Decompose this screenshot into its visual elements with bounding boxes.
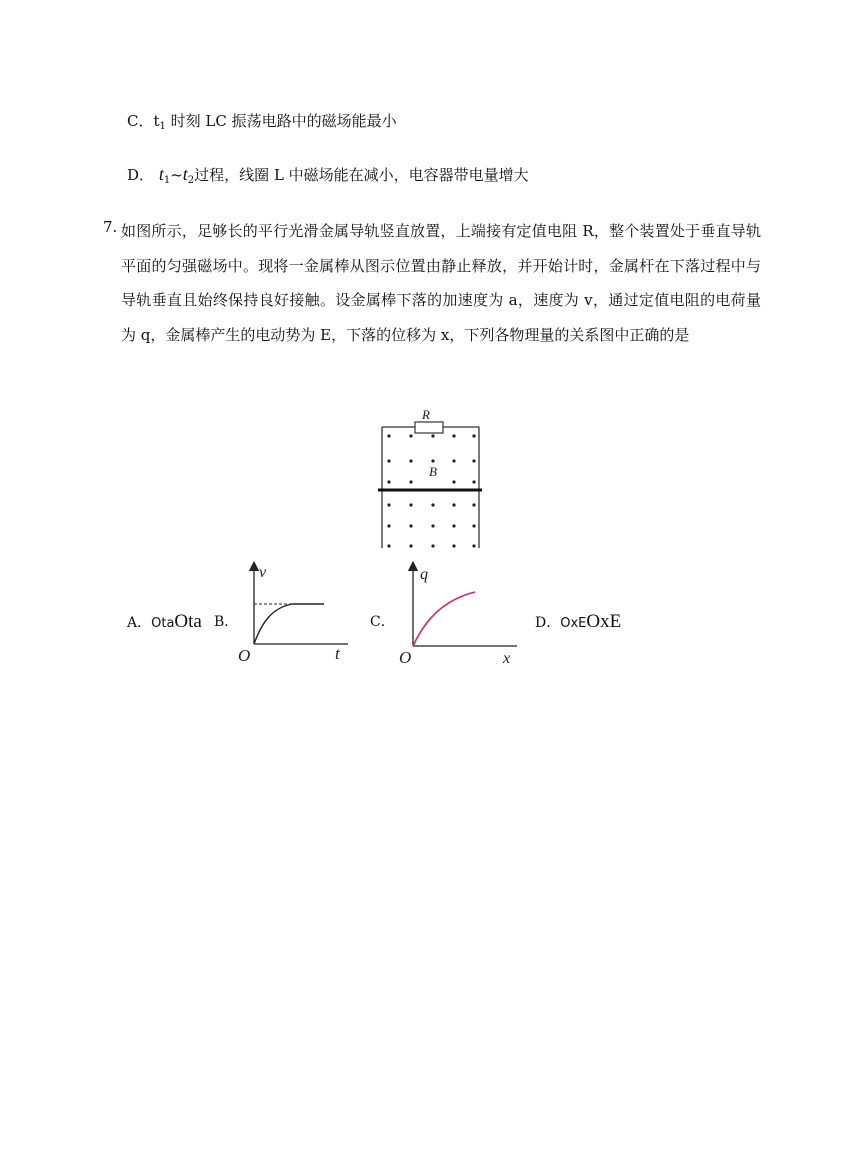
graph-b-x-label: t <box>335 644 340 663</box>
choice-a-inline-big: Ota <box>174 611 202 632</box>
resistor-symbol <box>415 422 443 433</box>
question-text: 如图所示，足够长的平行光滑金属导轨竖直放置，上端接有定值电阻 R，整个装置处于垂直导轨平面的匀强磁场中。现将一金属棒从图示位置由静止释放，并开始计时，金属杆在下落过程中与导轨垂直且始终保持良好接触。设金属棒下落的加速度为 a，速度为 v，通过定值电阻的电荷量为 q，金属棒产生的电动势为 E，下落的位移为 x，下列各物理量的关系图中正确的是 <box>121 222 761 344</box>
graph-c-curve <box>413 592 475 646</box>
option-d-prefix: D． <box>127 166 155 184</box>
field-label: B <box>429 464 437 479</box>
option-d-sub2: 2 <box>187 175 195 186</box>
rail-figure <box>370 402 490 552</box>
option-d-t1: t <box>158 164 164 184</box>
choice-d-inline-big: OxE <box>586 611 622 632</box>
choice-d[interactable] <box>535 611 621 633</box>
graph-b-origin: O <box>238 646 251 665</box>
option-d-tilde: ~ <box>170 166 183 184</box>
option-d-sub1: 1 <box>163 175 171 186</box>
graph-b <box>234 560 354 665</box>
option-c-var: t <box>153 112 160 130</box>
option-d-previous <box>127 164 529 186</box>
option-d-text: 过程，线圈 L 中磁场能在减小，电容器带电量增大 <box>194 166 529 184</box>
choice-b-label[interactable]: B． <box>214 614 239 630</box>
graph-b-curve <box>254 604 324 644</box>
graph-b-y-label: v <box>259 564 267 581</box>
graph-c-x-label: x <box>503 650 511 667</box>
choice-d-label: D． <box>535 615 561 631</box>
option-c-sub: 1 <box>159 121 166 132</box>
choice-a[interactable] <box>127 611 202 633</box>
graph-c-y-label: q <box>420 566 428 583</box>
choice-a-inline-small: Ota <box>151 616 175 631</box>
graph-c <box>395 560 525 670</box>
resistor-label: R <box>422 407 430 422</box>
option-c-previous <box>127 110 397 132</box>
option-c-text: 时刻 LC 振荡电路中的磁场能最小 <box>165 112 397 130</box>
choice-a-label: A． <box>127 615 152 631</box>
option-c-prefix: C． <box>127 112 154 130</box>
option-d-t2: t <box>182 164 188 184</box>
choice-d-inline-small: OxE <box>560 616 587 631</box>
question-number: 7. <box>103 218 118 236</box>
graph-c-origin: O <box>399 648 412 667</box>
choice-c-label[interactable]: C． <box>370 614 395 630</box>
